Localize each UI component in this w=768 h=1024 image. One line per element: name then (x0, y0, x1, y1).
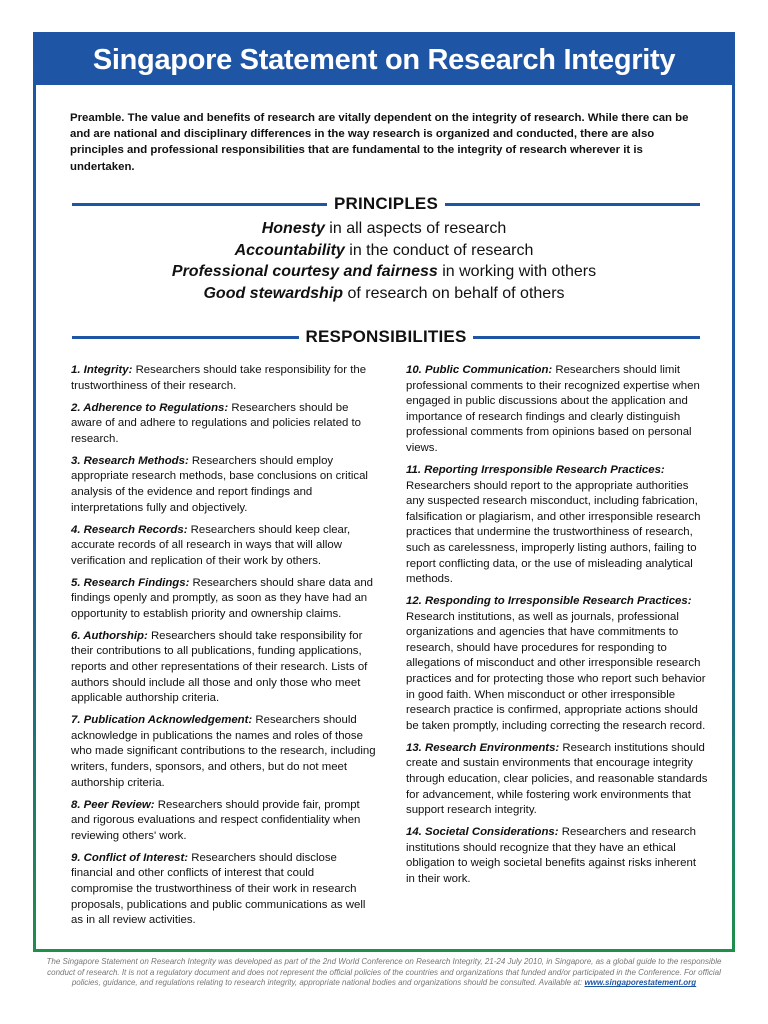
footer-link[interactable]: www.singaporestatement.org (584, 978, 697, 988)
responsibility-item: 10. Public Communication: Researchers should limit professional comments to their recognized expertise when engaged in public discussions about the application and importance of research findings and clearly distinguish professional comments from opinions based on personal views. (406, 364, 700, 454)
footer-text: The Singapore Statement on Research Integrity was developed as part of the 2nd World Conference on Research Integrity, 21-24 July 2010, in Singapore, as a global guide to the responsible conduct of research. It is not a regulatory document and does not represent the official policies of the countries and organizations that funded and/or participated in the Conference. For official policies, guidance, and regulations relating to research integrity, appropriate national bodies and organizations should be consulted. Available at: (46, 957, 722, 988)
principle-item: Professional courtesy and fairness in working with others (171, 263, 597, 280)
heading-rule-right (473, 336, 700, 339)
responsibility-item: 1. Integrity: Researchers should take responsibility for the trustworthiness of their research. (71, 364, 367, 392)
responsibility-item: 4. Research Records: Researchers should keep clear, accurate records of all research in ways that will allow verification and replication of their work by others. (71, 523, 351, 567)
responsibilities-left-column (71, 363, 376, 935)
heading-rule-left (72, 203, 327, 206)
principle-item: Accountability in the conduct of research (234, 241, 534, 259)
principles-heading (72, 192, 700, 216)
principle-item: Honesty in all aspects of research (261, 220, 507, 237)
responsibility-item: 6. Authorship: Researchers should take responsibility for their contributions to all publications, funding applications, reports and other representations of their research. Lists of authors should include all those and only those who meet applicable authorship criteria. (71, 629, 368, 705)
heading-rule-left (72, 336, 299, 339)
principle-item: Good stewardship of research on behalf of others (203, 284, 565, 302)
document-frame (33, 32, 735, 952)
responsibility-item: 8. Peer Review: Researchers should provide fair, prompt and rigorous evaluations and respect confidentiality when reviewing others' work. (71, 798, 361, 842)
principles-heading-label: PRINCIPLES (333, 194, 439, 213)
preamble: Preamble. The value and benefits of research are vitally dependent on the integrity of research. While there can be and are national and disciplinary differences in the way research is organized and conducted, there are also principles and professional responsibilities that are fundamental to the integrity of research wherever it is undertaken. (70, 112, 689, 173)
document-title: Singapore Statement on Research Integrity (36, 35, 732, 85)
responsibility-item: 7. Publication Acknowledgement: Researchers should acknowledge in publications the names and roles of those who made significant contributions to the research, including writers, funders, sponsors, and others, but do not meet authorship criteria. (71, 714, 376, 789)
responsibility-item: 11. Reporting Irresponsible Research Practices: Researchers should report to the appropriate authorities any suspected research misconduct, including fabrication, falsification or plagiarism, and other irresponsible research practices that undermine the trustworthiness of research, such as carelessness, improperly listing authors, failing to report conflicting data, or the use of misleading analytical methods. (406, 463, 701, 586)
responsibility-item: 3. Research Methods: Researchers should employ appropriate research methods, base conclusions on critical analysis of the evidence and report findings and interpretations fully and objectively. (71, 454, 368, 514)
responsibility-item: 12. Responding to Irresponsible Research Practices: Research institutions, as well as journals, professional organizations and agencies that have commitments to research, should have procedures for responding to allegations of misconduct and other irresponsible research practices and for protecting those who report such behavior in good faith. When misconduct or other irresponsible research practice is confirmed, appropriate actions should be taken promptly, including correcting the research record. (406, 595, 706, 732)
responsibilities-heading-label: RESPONSIBILITIES (305, 327, 467, 346)
responsibility-item: 5. Research Findings: Researchers should share data and findings openly and promptly, as soon as they have had an opportunity to establish priority and ownership claims. (71, 576, 374, 620)
responsibility-item: 13. Research Environments: Research institutions should create and sustain environments that encourage integrity through education, clear policies, and reasonable standards for advancement, while fostering work environments that support research integrity. (406, 741, 708, 817)
footer-note (34, 957, 734, 989)
responsibilities-right-column (406, 363, 708, 894)
principles-list (36, 218, 732, 304)
heading-rule-right (445, 203, 700, 206)
responsibility-item: 14. Societal Considerations: Researchers and research institutions should recognize that they have an ethical obligation to weigh societal benefits against risks inherent in their work. (406, 826, 696, 885)
responsibility-item: 9. Conflict of Interest: Researchers should disclose financial and other conflicts of interest that could compromise the trustworthiness of their work in research proposals, publications and public communications as well as in all review activities. (71, 851, 366, 927)
responsibilities-heading (72, 325, 700, 349)
responsibility-item: 2. Adherence to Regulations: Researchers should be aware of and adhere to regulations and policies related to research. (71, 401, 362, 445)
